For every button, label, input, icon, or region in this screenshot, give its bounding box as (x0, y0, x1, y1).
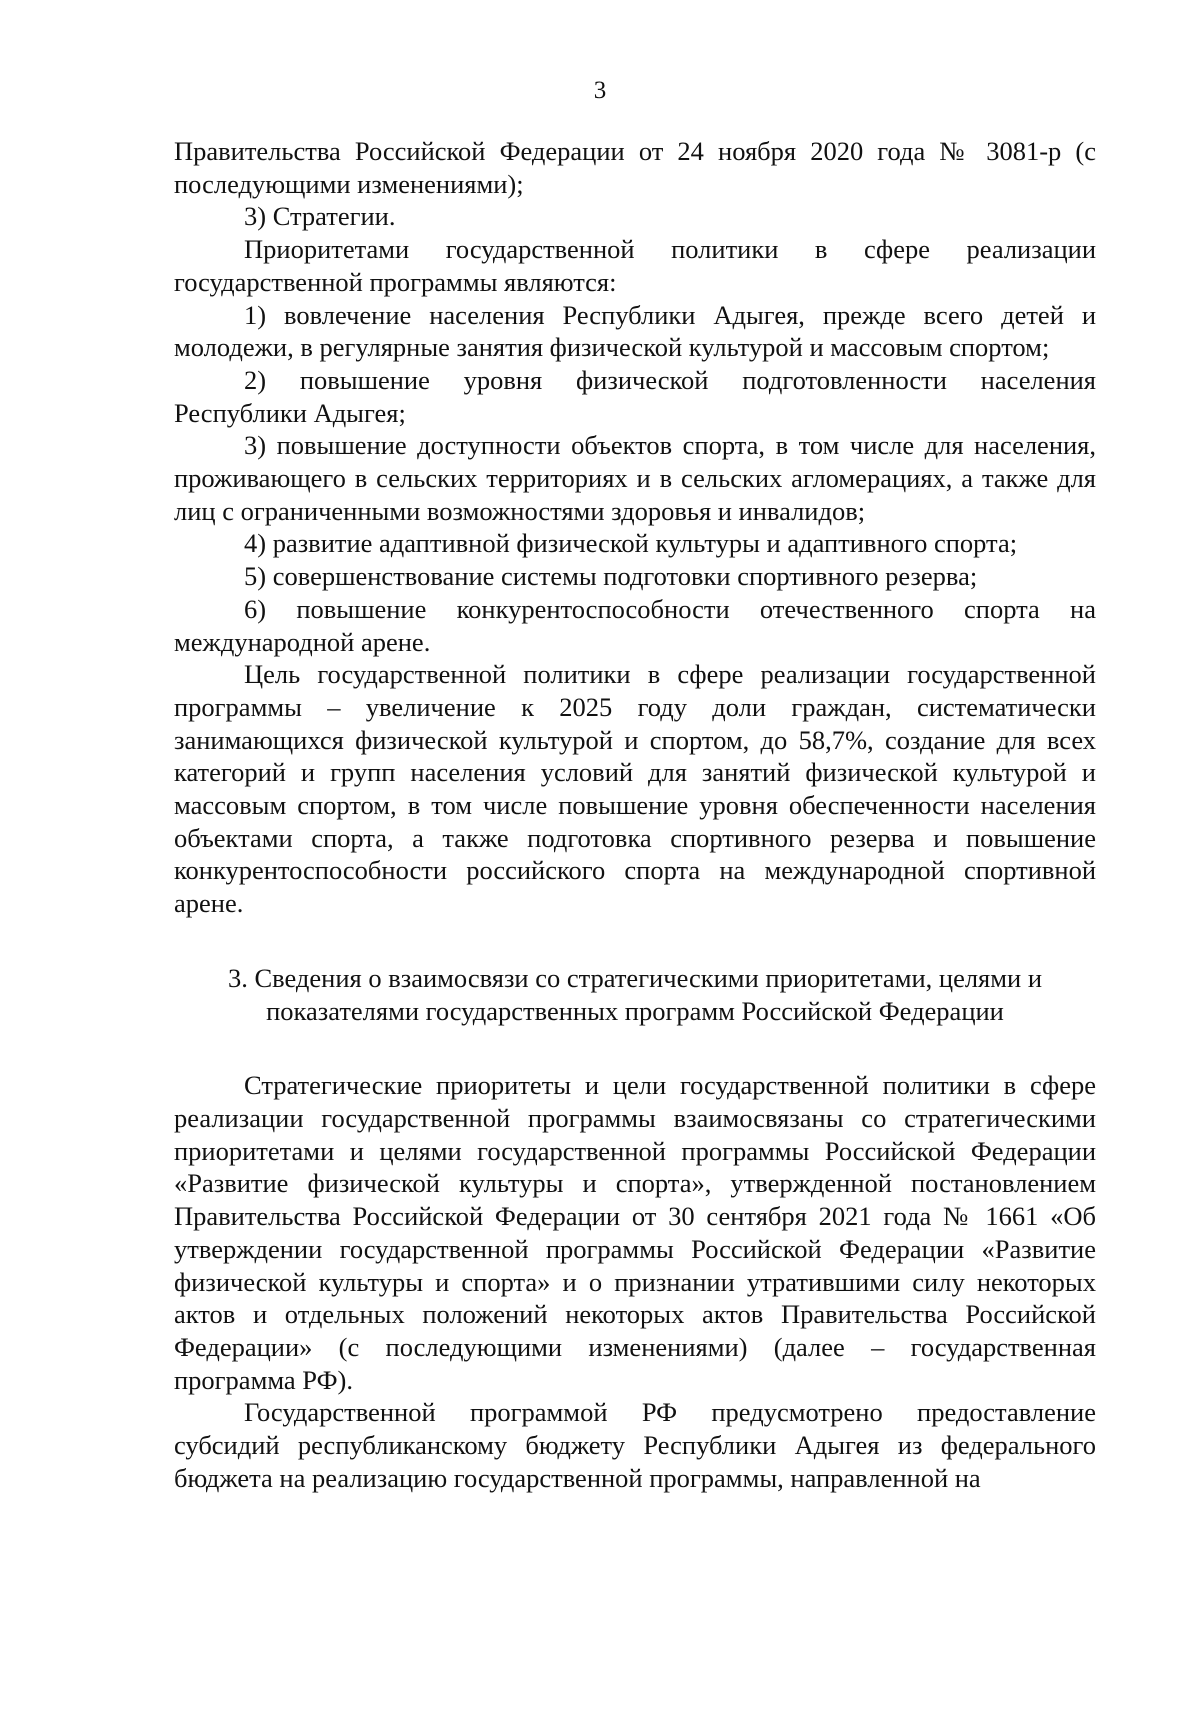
policy-goal-paragraph: Цель государственной политики в сфере реализации государственной программы – увеличение к 2025 году доли граждан, систематически занимающихся физической культурой и спортом, до 58,7%, создание для всех категорий и групп населения условий для занятий физической культурой и массовым спортом, в том числе повышение уровня обеспеченности населения объектами спорта, а также подготовка спортивного резерва и повышение конкурентоспособности российского спорта на международной спортивной арене. (174, 659, 1096, 919)
section-3-heading-line-2: показателями государственных программ Российской Федерации (266, 995, 1004, 1026)
priorities-intro: Приоритетами государственной политики в сфере реализации государственной программы являются: (174, 234, 1096, 297)
priority-item-5: 5) совершенствование системы подготовки спортивного резерва; (244, 561, 978, 592)
priority-item-4: 4) развитие адаптивной физической культуры и адаптивного спорта; (244, 528, 1018, 559)
section-3-heading-line-1: 3. Сведения о взаимосвязи со стратегическими приоритетами, целями и (227, 962, 1043, 993)
priority-item-2: 2) повышение уровня физической подготовленности населения Республики Адыгея; (174, 364, 1096, 428)
strategic-linkage-paragraph: Стратегические приоритеты и цели государственной политики в сфере реализации государственной программы взаимосвязаны со стратегическими приоритетами и целями государственной программы Российской Федерации «Развитие физической культуры и спорта», утвержденной постановлением Правительства Российской Федерации от 30 сентября 2021 года № 1661 «Об утверждении государственной программы Российской Федерации «Развитие физической культуры и спорта» и о признании утратившими силу некоторых актов и отдельных положений некоторых актов Правительства Российской Федерации» (с последующими изменениями) (далее – государственная программа РФ). (174, 1070, 1096, 1395)
priority-item-3: 3) повышение доступности объектов спорта, в том числе для населения, проживающего в сельских территориях и в сельских агломерациях, а также для лиц с ограниченными возможностями здоровья и инвалидов; (174, 430, 1096, 526)
priority-item-6: 6) повышение конкурентоспособности отечественного спорта на международной арене. (174, 593, 1096, 657)
subsidy-paragraph: Государственной программой РФ предусмотрено предоставление субсидий республиканскому бюджету Республики Адыгея из федерального бюджета на реализацию государственной программы, направленной на (174, 1397, 1096, 1493)
section-3-heading (174, 962, 1096, 1027)
paragraph-continuation: Правительства Российской Федерации от 24 ноября 2020 года № 3081-р (с последующими изменениями); (174, 136, 1096, 199)
priority-item-1: 1) вовлечение населения Республики Адыгея, прежде всего детей и молодежи, в регулярные занятия физической культурой и массовым спортом; (174, 299, 1096, 363)
page-number: 3 (593, 77, 607, 104)
document-body (174, 135, 1096, 1494)
list-item-strategies: 3) Стратегии. (244, 201, 396, 232)
